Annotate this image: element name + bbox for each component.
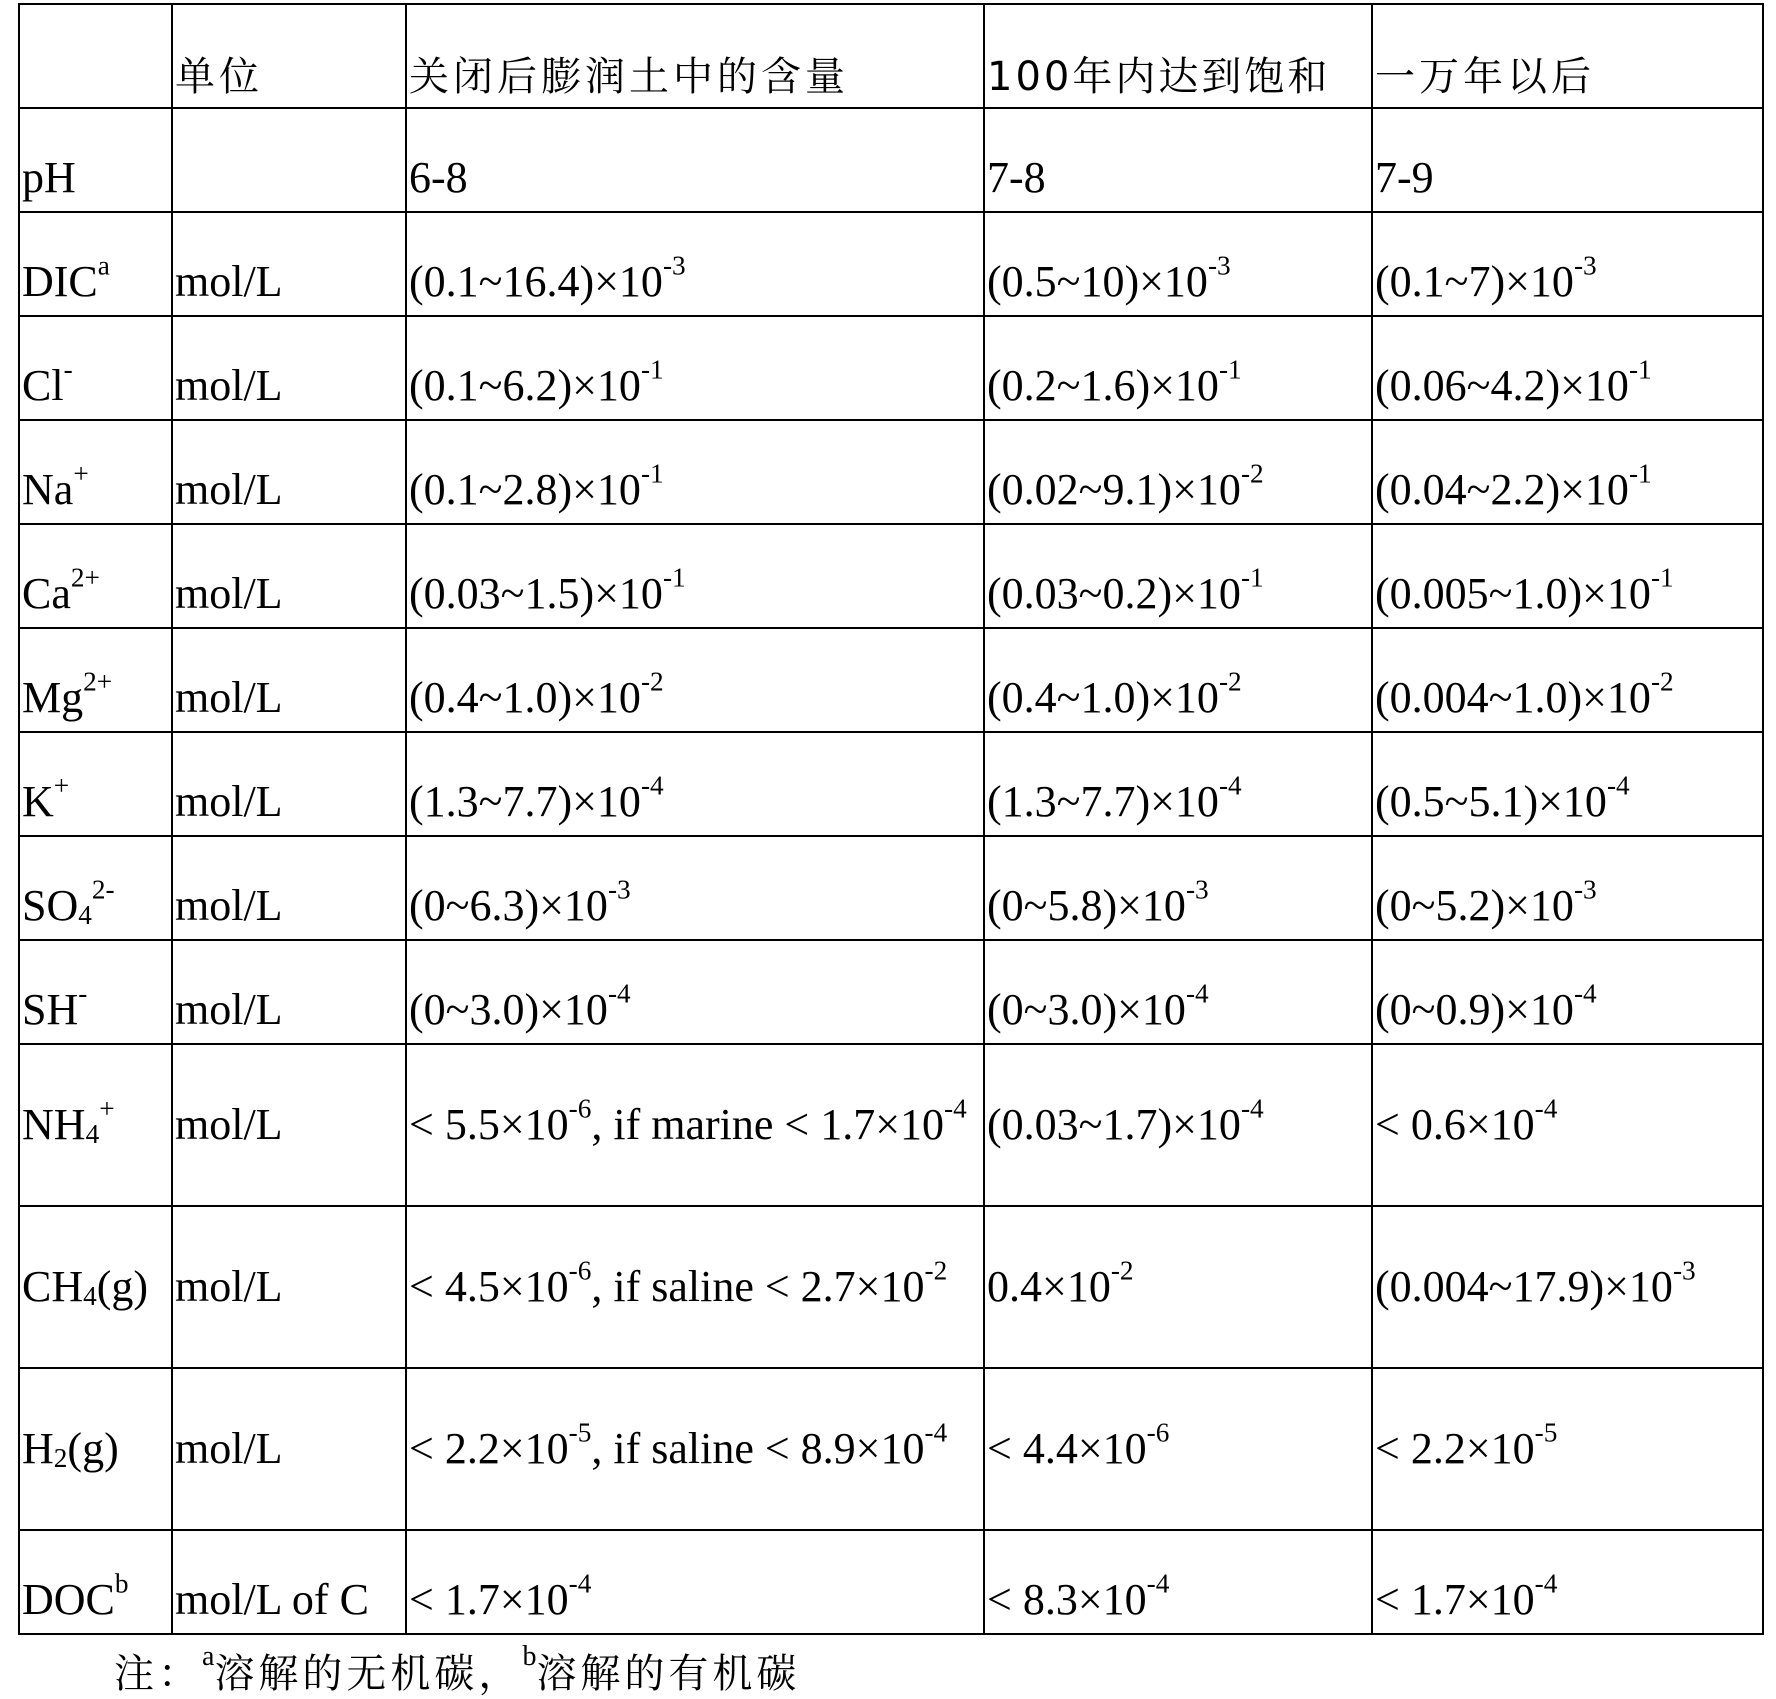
table-row [19, 420, 1763, 524]
closure-value-cell: < $2.2\times 10^{-5}$, if saline < $8.9\times 10^{-4}$ [406, 1368, 984, 1530]
species-cell: pH [19, 108, 172, 212]
saturation-100y-value-cell: $(0\sim 5.8)\times 10^{-3}$ [984, 836, 1372, 940]
table-row [19, 1368, 1763, 1530]
header-closure: 关闭后膨润土中的含量 [406, 4, 984, 108]
after-10000y-value-cell: $(0.06\sim 4.2)\times 10^{-1}$ [1372, 316, 1763, 420]
unit-cell: mol/L [172, 316, 406, 420]
unit-cell: mol/L [172, 1206, 406, 1368]
unit-cell [172, 108, 406, 212]
table-row [19, 212, 1763, 316]
table-row [19, 732, 1763, 836]
unit-cell: mol/L [172, 732, 406, 836]
unit-cell: mol/L [172, 1044, 406, 1206]
after-10000y-value-cell: $(0.004\sim 17.9)\times 10^{-3}$ [1372, 1206, 1763, 1368]
after-10000y-value-cell: $(0.5\sim 5.1)\times 10^{-4}$ [1372, 732, 1763, 836]
saturation-100y-value-cell: 7-8 [984, 108, 1372, 212]
saturation-100y-value-cell: $(0.02\sim 9.1)\times 10^{-2}$ [984, 420, 1372, 524]
saturation-100y-value-cell: $(0.5\sim 10)\times 10^{-3}$ [984, 212, 1372, 316]
species-cell: $H_2(g)$ [19, 1368, 172, 1530]
after-10000y-value-cell: $(0.04\sim 2.2)\times 10^{-1}$ [1372, 420, 1763, 524]
saturation-100y-value-cell: $(0.2\sim 1.6)\times 10^{-1}$ [984, 316, 1372, 420]
after-10000y-value-cell: < $0.6\times 10^{-4}$ [1372, 1044, 1763, 1206]
table-row [19, 1206, 1763, 1368]
table-row [19, 1530, 1763, 1634]
closure-value-cell: < $1.7\times 10^{-4}$ [406, 1530, 984, 1634]
table-row [19, 108, 1763, 212]
header-after-10000y: 一万年以后 [1372, 4, 1763, 108]
closure-value-cell: $(0\sim 6.3)\times 10^{-3}$ [406, 836, 984, 940]
after-10000y-value-cell: < $2.2\times 10^{-5}$ [1372, 1368, 1763, 1530]
unit-cell: mol/L [172, 940, 406, 1044]
unit-cell: mol/L [172, 420, 406, 524]
saturation-100y-value-cell: < $8.3\times 10^{-4}$ [984, 1530, 1372, 1634]
saturation-100y-value-cell: < $4.4\times 10^{-6}$ [984, 1368, 1372, 1530]
unit-cell: mol/L [172, 212, 406, 316]
closure-value-cell: $(0.1\sim 16.4)\times 10^{-3}$ [406, 212, 984, 316]
closure-value-cell: $(0.1\sim 6.2)\times 10^{-1}$ [406, 316, 984, 420]
header-species [19, 4, 172, 108]
header-unit: 单位 [172, 4, 406, 108]
table-footnote: 注：$^a$溶解的无机碳，$^b$溶解的有机碳 [114, 1641, 801, 1697]
closure-value-cell: 6-8 [406, 108, 984, 212]
species-cell: $Mg^{2+}$ [19, 628, 172, 732]
after-10000y-value-cell: 7-9 [1372, 108, 1763, 212]
after-10000y-value-cell: $(0\sim 0.9)\times 10^{-4}$ [1372, 940, 1763, 1044]
species-cell: DOC$^b$ [19, 1530, 172, 1634]
species-cell: $NH_4^+$ [19, 1044, 172, 1206]
closure-value-cell: $(0.4\sim 1.0)\times 10^{-2}$ [406, 628, 984, 732]
closure-value-cell: $(1.3\sim 7.7)\times 10^{-4}$ [406, 732, 984, 836]
after-10000y-value-cell: $(0.005\sim 1.0)\times 10^{-1}$ [1372, 524, 1763, 628]
species-cell: $Ca^{2+}$ [19, 524, 172, 628]
table-row [19, 940, 1763, 1044]
table-row [19, 316, 1763, 420]
table-row [19, 628, 1763, 732]
unit-cell: mol/L of C [172, 1530, 406, 1634]
species-cell: $SO_4^{2-}$ [19, 836, 172, 940]
unit-cell: mol/L [172, 836, 406, 940]
species-cell: SH- [19, 940, 172, 1044]
saturation-100y-value-cell: $(0.4\sim 1.0)\times 10^{-2}$ [984, 628, 1372, 732]
species-cell: Cl- [19, 316, 172, 420]
bentonite-porewater-composition-table [18, 3, 1764, 1635]
saturation-100y-value-cell: $(1.3\sim 7.7)\times 10^{-4}$ [984, 732, 1372, 836]
saturation-100y-value-cell: $(0\sim 3.0)\times 10^{-4}$ [984, 940, 1372, 1044]
unit-cell: mol/L [172, 1368, 406, 1530]
saturation-100y-value-cell: $(0.03\sim 1.7)\times 10^{-4}$ [984, 1044, 1372, 1206]
species-cell: Na+ [19, 420, 172, 524]
closure-value-cell: $(0.03\sim 1.5)\times 10^{-1}$ [406, 524, 984, 628]
table-row [19, 1044, 1763, 1206]
after-10000y-value-cell: $(0.1\sim 7)\times 10^{-3}$ [1372, 212, 1763, 316]
closure-value-cell: $(0\sim 3.0)\times 10^{-4}$ [406, 940, 984, 1044]
species-cell: DIC$^a$ [19, 212, 172, 316]
after-10000y-value-cell: < $1.7\times 10^{-4}$ [1372, 1530, 1763, 1634]
after-10000y-value-cell: $(0.004\sim 1.0)\times 10^{-2}$ [1372, 628, 1763, 732]
species-cell: $CH_4(g)$ [19, 1206, 172, 1368]
table-row [19, 836, 1763, 940]
unit-cell: mol/L [172, 628, 406, 732]
saturation-100y-value-cell: $(0.03\sim 0.2)\times 10^{-1}$ [984, 524, 1372, 628]
table-header-row [19, 4, 1763, 108]
closure-value-cell: < $5.5\times 10^{-6}$, if marine < $1.7\times 10^{-4}$ [406, 1044, 984, 1206]
closure-value-cell: $(0.1\sim 2.8)\times 10^{-1}$ [406, 420, 984, 524]
species-cell: K+ [19, 732, 172, 836]
after-10000y-value-cell: $(0\sim 5.2)\times 10^{-3}$ [1372, 836, 1763, 940]
closure-value-cell: < $4.5\times 10^{-6}$, if saline < $2.7\times 10^{-2}$ [406, 1206, 984, 1368]
table-row [19, 524, 1763, 628]
unit-cell: mol/L [172, 524, 406, 628]
table-body [19, 108, 1763, 1634]
saturation-100y-value-cell: $0.4\times 10^{-2}$ [984, 1206, 1372, 1368]
header-saturation-100y: 100年内达到饱和 [984, 4, 1372, 108]
